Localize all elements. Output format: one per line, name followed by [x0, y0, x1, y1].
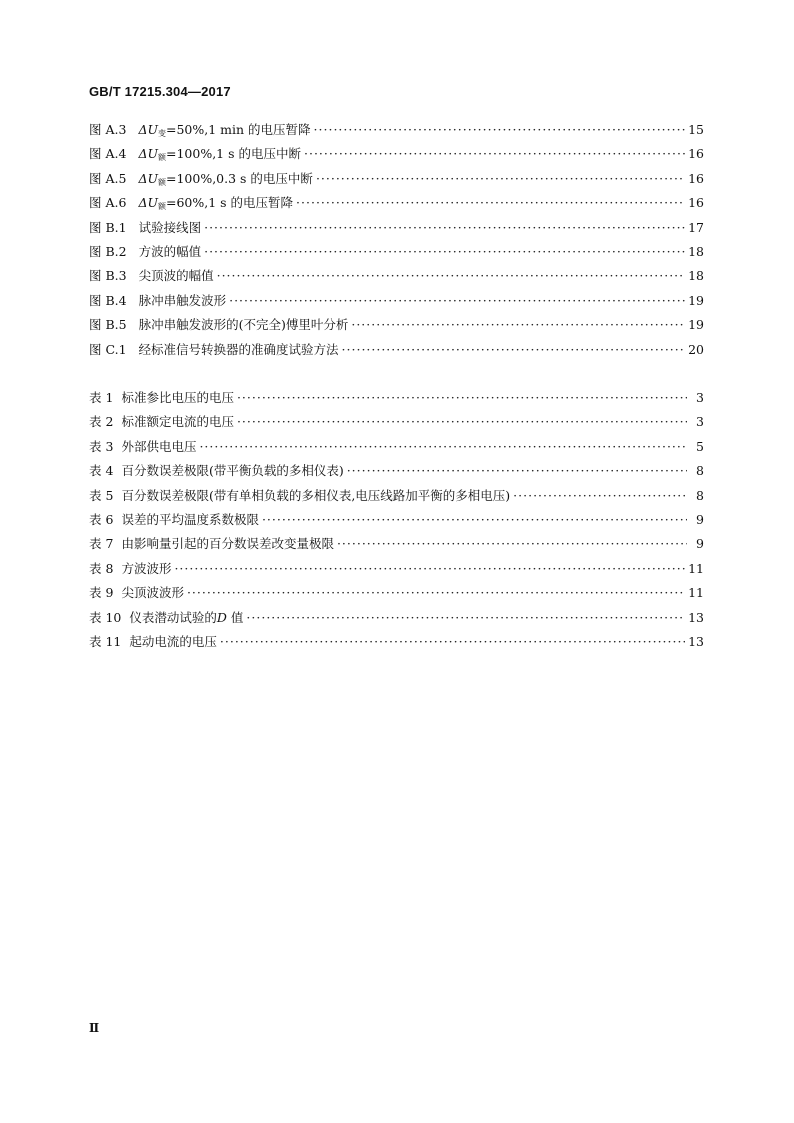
entry-page: 9: [696, 536, 704, 552]
toc-entry-figure-b3[interactable]: [89, 264, 704, 288]
entry-label: 图 C.1: [89, 341, 127, 357]
entry-label: 图 B.5: [89, 317, 127, 333]
toc-entry-figure-a3[interactable]: [89, 118, 704, 142]
entry-label: 表 8: [89, 560, 114, 576]
entry-page: 19: [688, 317, 704, 333]
entry-label: 图 B.4: [89, 292, 127, 308]
entry-page: 16: [688, 195, 704, 211]
toc-entry-table-5[interactable]: [89, 484, 704, 508]
entry-label: 表 2: [89, 414, 114, 430]
toc-entry-table-10[interactable]: [89, 606, 704, 630]
entry-label: 图 A.5: [89, 170, 127, 186]
page-number: Ⅱ: [89, 1021, 100, 1035]
entry-title: 百分数误差极限(带平衡负载的多相仪表): [121, 463, 344, 479]
entry-title: 尖顶波的幅值: [138, 268, 214, 284]
toc-entry-table-7[interactable]: [89, 532, 704, 556]
entry-title: 方波的幅值: [138, 243, 202, 259]
toc-entry-figure-b2[interactable]: [89, 240, 704, 264]
entry-title: 试验接线图: [138, 219, 202, 235]
toc-entry-table-9[interactable]: [89, 581, 704, 605]
entry-page: 3: [696, 414, 704, 430]
list-of-tables: [89, 386, 704, 654]
entry-title: 由影响量引起的百分数误差改变量极限: [121, 536, 334, 552]
toc-entry-figure-a6[interactable]: [89, 191, 704, 215]
leader-dots: [304, 142, 685, 166]
entry-page: 11: [688, 560, 704, 576]
toc-entry-table-4[interactable]: [89, 459, 704, 483]
leader-dots: [174, 557, 685, 581]
leader-dots: [262, 508, 687, 532]
entry-title: 方波波形: [121, 560, 172, 576]
entry-page: 5: [696, 438, 704, 454]
toc-entry-figure-a5[interactable]: [89, 167, 704, 191]
entry-page: 20: [688, 341, 704, 357]
entry-page: 18: [688, 243, 704, 259]
entry-title: $\Delta U_变=50\%,1$ min 的电压暂降: [138, 122, 311, 138]
entry-page: 16: [688, 170, 704, 186]
toc-entry-table-6[interactable]: [89, 508, 704, 532]
entry-page: 16: [688, 146, 704, 162]
entry-title: 脉冲串触发波形: [138, 292, 227, 308]
entry-page: 9: [696, 511, 704, 527]
entry-page: 13: [688, 609, 704, 625]
entry-page: 11: [688, 585, 704, 601]
entry-title: $\Delta U_额=100\%,0.3$ s 的电压中断: [138, 170, 313, 187]
toc-entry-figure-b4[interactable]: [89, 289, 704, 313]
toc-entry-figure-c1[interactable]: [89, 338, 704, 362]
leader-dots: [217, 264, 685, 288]
entry-label: 表 10: [89, 609, 122, 625]
leader-dots: [237, 386, 687, 410]
leader-dots: [351, 313, 685, 337]
leader-dots: [229, 289, 685, 313]
leader-dots: [296, 191, 685, 215]
leader-dots: [220, 630, 685, 654]
leader-dots: [314, 118, 686, 142]
entry-label: 表 11: [89, 633, 122, 649]
toc-entry-figure-a4[interactable]: [89, 142, 704, 166]
entry-page: 13: [688, 633, 704, 649]
entry-page: 3: [696, 390, 704, 405]
leader-dots: [342, 338, 686, 362]
leader-dots: [246, 606, 685, 630]
entry-page: 17: [688, 219, 704, 235]
leader-dots: [187, 581, 685, 605]
toc-entry-figure-b5[interactable]: [89, 313, 704, 337]
leader-dots: [513, 484, 687, 508]
entry-label: 图 A.4: [89, 146, 127, 162]
entry-label: 表 4: [89, 463, 114, 479]
toc-entry-table-3[interactable]: [89, 435, 704, 459]
entry-label: 图 A.3: [89, 122, 127, 137]
entry-label: 表 7: [89, 536, 114, 552]
entry-label: 图 B.2: [89, 243, 127, 259]
leader-dots: [199, 435, 687, 459]
leader-dots: [204, 240, 685, 264]
entry-title: 误差的平均温度系数极限: [121, 511, 259, 527]
entry-label: 表 5: [89, 487, 114, 503]
toc-entry-table-11[interactable]: [89, 630, 704, 654]
entry-title: $\Delta U_额=60\%,1$ s 的电压暂降: [138, 195, 294, 212]
entry-page: 8: [696, 463, 704, 479]
entry-page: 19: [688, 292, 704, 308]
entry-label: 表 6: [89, 511, 114, 527]
entry-label: 图 B.1: [89, 219, 127, 235]
entry-title: 外部供电电压: [121, 438, 197, 454]
entry-title: $\Delta U_额=100\%,1$ s 的电压中断: [138, 146, 301, 163]
entry-label: 表 9: [89, 585, 114, 601]
entry-label: 表 3: [89, 438, 114, 454]
entry-title: 脉冲串触发波形的(不完全)傅里叶分析: [138, 317, 349, 333]
entry-label: 图 A.6: [89, 195, 127, 211]
entry-title: 经标准信号转换器的准确度试验方法: [138, 341, 339, 357]
leader-dots: [337, 532, 687, 556]
entry-label: 图 B.3: [89, 268, 127, 284]
entry-title: 标准额定电流的电压: [121, 414, 234, 430]
leader-dots: [316, 167, 685, 191]
entry-title: 尖顶波波形: [121, 585, 184, 601]
entry-title: 仪表潜动试验的D 值: [129, 609, 244, 625]
entry-title: 标准参比电压的电压: [121, 390, 234, 405]
entry-page: 8: [696, 487, 704, 503]
standard-code-header: GB/T 17215.304—2017: [89, 84, 231, 99]
entry-title: 百分数误差极限(带有单相负载的多相仪表,电压线路加平衡的多相电压): [121, 487, 511, 503]
leader-dots: [347, 459, 687, 483]
toc-entry-table-2[interactable]: [89, 410, 704, 434]
leader-dots: [204, 216, 685, 240]
entry-label: 表 1: [89, 390, 114, 405]
entry-title: 起动电流的电压: [129, 633, 217, 649]
leader-dots: [237, 410, 687, 434]
entry-page: 18: [688, 268, 704, 284]
toc-entry-table-1[interactable]: [89, 386, 704, 410]
list-of-figures: [89, 118, 704, 362]
entry-page: 15: [688, 122, 704, 137]
toc-entry-figure-b1[interactable]: [89, 216, 704, 240]
toc-entry-table-8[interactable]: [89, 557, 704, 581]
